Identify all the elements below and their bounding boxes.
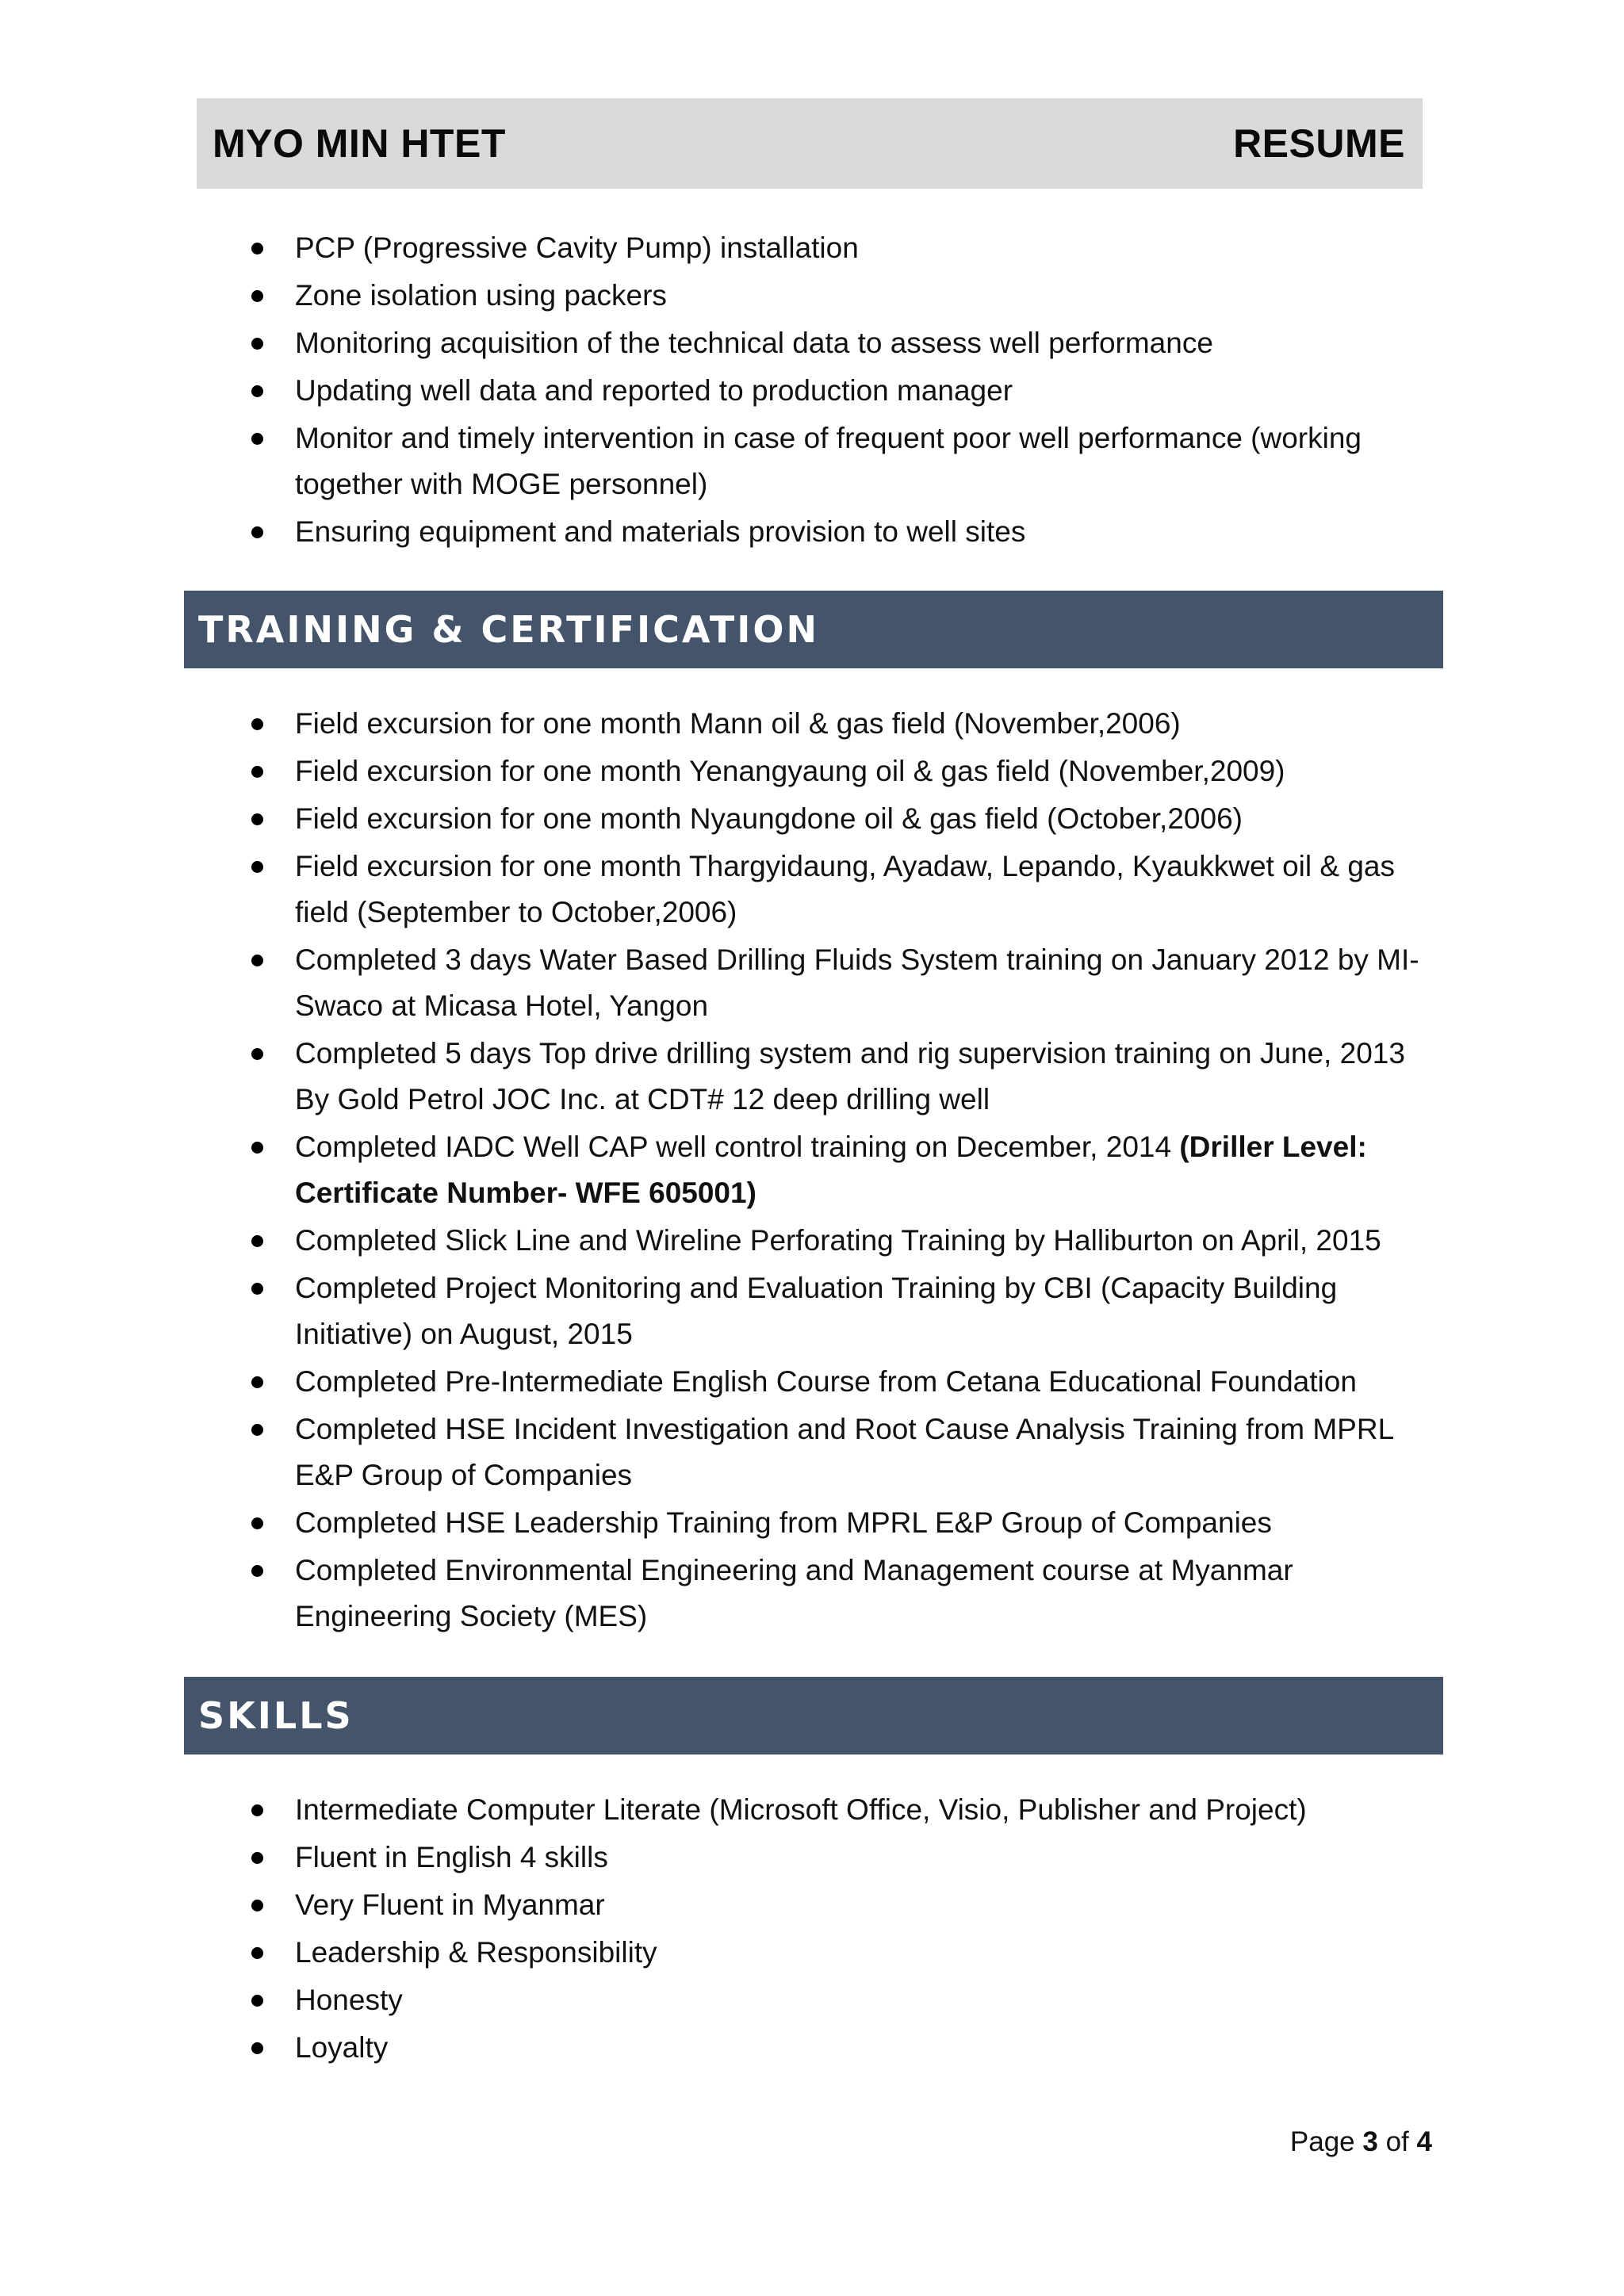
list-item: Completed Pre-Intermediate English Course from Cetana Educational Foundation [0, 1359, 1624, 1405]
list-item: Field excursion for one month Nyaungdone oil & gas field (October,2006) [0, 796, 1624, 842]
page-number [1290, 2126, 1432, 2158]
list-item: Completed HSE Incident Investigation and Root Cause Analysis Training from MPRL E&P Group of Companies [0, 1406, 1624, 1498]
experience-duties-list [0, 225, 1624, 557]
list-item: Completed Slick Line and Wireline Perforating Training by Halliburton on April, 2015 [0, 1218, 1624, 1264]
list-item-text: Completed IADC Well CAP well control training on December, 2014 [295, 1131, 1180, 1163]
section-title: SKILLS [198, 1694, 354, 1737]
resume-header-bar [197, 98, 1423, 189]
training-section-header [184, 591, 1443, 668]
document-type-label: RESUME [1233, 121, 1405, 166]
list-item: Field excursion for one month Thargyidaung, Ayadaw, Lepando, Kyaukkwet oil & gas field (September to October,2006) [0, 844, 1624, 936]
certificate-detail: (Driller Level: Certificate Number- WFE 605001) [295, 1131, 1367, 1209]
list-item: Intermediate Computer Literate (Microsoft Office, Visio, Publisher and Project) [0, 1787, 1624, 1833]
list-item: Monitor and timely intervention in case of frequent poor well performance (working together with MOGE personnel) [0, 415, 1624, 507]
section-title: TRAINING & CERTIFICATION [198, 608, 819, 651]
list-item: Completed Environmental Engineering and Management course at Myanmar Engineering Society (MES) [0, 1548, 1624, 1640]
list-item: Completed 3 days Water Based Drilling Fluids System training on January 2012 by MI-Swaco at Micasa Hotel, Yangon [0, 937, 1624, 1029]
list-item: Completed 5 days Top drive drilling system and rig supervision training on June, 2013 By Gold Petrol JOC Inc. at CDT# 12 deep drilling well [0, 1031, 1624, 1123]
of-label: of [1385, 2126, 1409, 2157]
list-item: Very Fluent in Myanmar [0, 1882, 1624, 1928]
skills-list [0, 1787, 1624, 2072]
list-item: Fluent in English 4 skills [0, 1835, 1624, 1881]
list-item: Field excursion for one month Yenangyaung oil & gas field (November,2009) [0, 748, 1624, 794]
candidate-name: MYO MIN HTET [213, 121, 506, 166]
list-item: Honesty [0, 1977, 1624, 2023]
list-item: Leadership & Responsibility [0, 1930, 1624, 1976]
list-item: Loyalty [0, 2025, 1624, 2071]
list-item [0, 1124, 1624, 1216]
list-item: Completed HSE Leadership Training from MPRL E&P Group of Companies [0, 1500, 1624, 1546]
list-item: Completed Project Monitoring and Evaluation Training by CBI (Capacity Building Initiative) on August, 2015 [0, 1265, 1624, 1357]
total-pages: 4 [1416, 2126, 1432, 2157]
list-item: Field excursion for one month Mann oil & gas field (November,2006) [0, 701, 1624, 747]
current-page: 3 [1362, 2126, 1378, 2157]
training-list [0, 701, 1624, 1641]
list-item: Monitoring acquisition of the technical data to assess well performance [0, 320, 1624, 366]
page-label: Page [1289, 2126, 1355, 2157]
list-item: Zone isolation using packers [0, 273, 1624, 319]
list-item: Updating well data and reported to production manager [0, 368, 1624, 414]
skills-section-header [184, 1677, 1443, 1755]
list-item: Ensuring equipment and materials provision to well sites [0, 509, 1624, 555]
list-item: PCP (Progressive Cavity Pump) installation [0, 225, 1624, 271]
